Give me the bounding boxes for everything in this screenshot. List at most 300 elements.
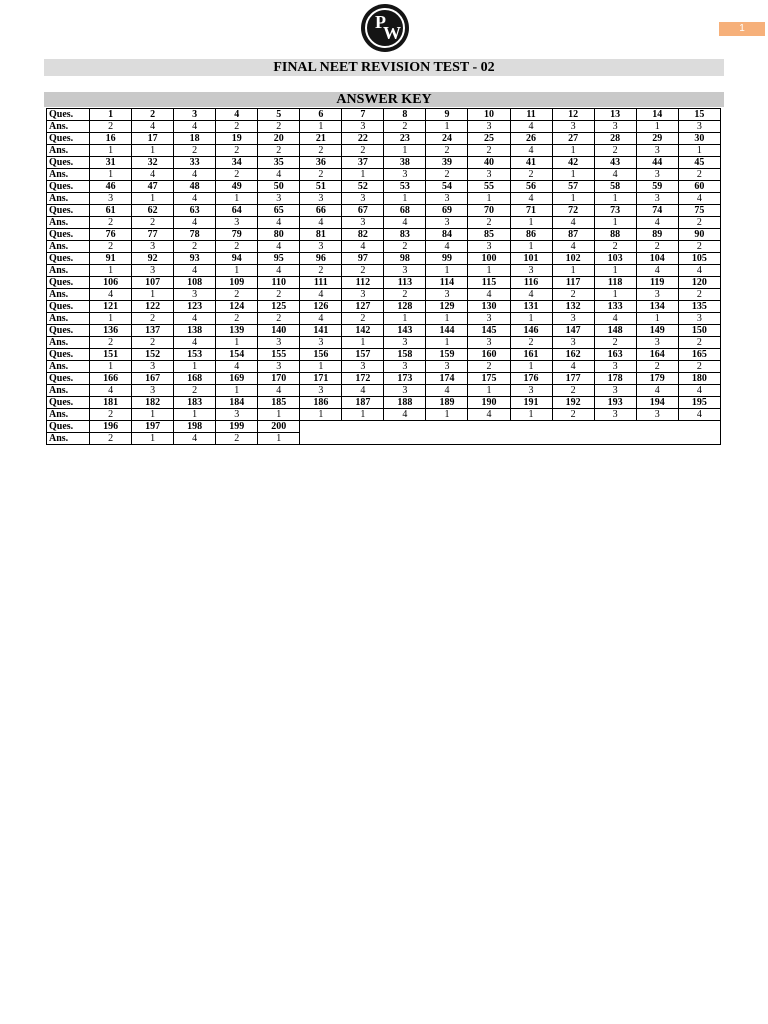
answer-value: 2 [342, 145, 384, 157]
answer-value: 1 [342, 169, 384, 181]
question-number: 137 [132, 325, 174, 337]
question-number: 142 [342, 325, 384, 337]
answer-value: 2 [258, 121, 300, 133]
question-number: 197 [132, 421, 174, 433]
question-row [47, 133, 721, 145]
question-number: 177 [552, 373, 594, 385]
question-number: 75 [678, 205, 720, 217]
question-number: 95 [258, 253, 300, 265]
answer-value: 1 [132, 409, 174, 421]
answer-value: 2 [426, 169, 468, 181]
answer-label: Ans. [47, 145, 90, 157]
question-number: 85 [468, 229, 510, 241]
question-number: 6 [300, 109, 342, 121]
question-number: 78 [174, 229, 216, 241]
question-number: 127 [342, 301, 384, 313]
question-number: 138 [174, 325, 216, 337]
answer-value: 4 [342, 385, 384, 397]
answer-value: 2 [678, 289, 720, 301]
question-number: 149 [636, 325, 678, 337]
answer-value: 2 [678, 241, 720, 253]
answer-value: 1 [426, 265, 468, 277]
question-number: 37 [342, 157, 384, 169]
question-number: 162 [552, 349, 594, 361]
answer-value: 1 [216, 193, 258, 205]
question-label: Ques. [47, 205, 90, 217]
answer-value: 3 [384, 169, 426, 181]
answer-value: 3 [90, 193, 132, 205]
answer-value: 2 [384, 289, 426, 301]
answer-value: 2 [552, 385, 594, 397]
answer-value: 2 [300, 265, 342, 277]
answer-value: 4 [678, 193, 720, 205]
answer-row [47, 313, 721, 325]
question-number: 163 [594, 349, 636, 361]
question-number: 167 [132, 373, 174, 385]
answer-value: 2 [426, 145, 468, 157]
pw-logo [361, 4, 409, 52]
question-number: 146 [510, 325, 552, 337]
answer-row [47, 169, 721, 181]
question-number: 164 [636, 349, 678, 361]
question-number: 194 [636, 397, 678, 409]
question-row [47, 109, 721, 121]
question-number: 139 [216, 325, 258, 337]
question-number: 152 [132, 349, 174, 361]
answer-value: 3 [426, 361, 468, 373]
answer-value: 2 [132, 313, 174, 325]
answer-value: 3 [636, 145, 678, 157]
answer-value: 1 [426, 313, 468, 325]
question-number: 165 [678, 349, 720, 361]
answer-value: 3 [510, 265, 552, 277]
question-number: 92 [132, 253, 174, 265]
answer-value: 2 [258, 145, 300, 157]
question-number: 54 [426, 181, 468, 193]
question-number: 160 [468, 349, 510, 361]
answer-value: 3 [258, 337, 300, 349]
question-number: 144 [426, 325, 468, 337]
question-number: 70 [468, 205, 510, 217]
answer-value: 2 [132, 337, 174, 349]
question-number: 96 [300, 253, 342, 265]
question-number: 87 [552, 229, 594, 241]
question-number: 171 [300, 373, 342, 385]
answer-value: 3 [216, 409, 258, 421]
answer-value: 2 [552, 409, 594, 421]
answer-value: 3 [342, 217, 384, 229]
question-number: 12 [552, 109, 594, 121]
answer-value: 3 [552, 121, 594, 133]
answer-value: 4 [300, 313, 342, 325]
answer-value: 3 [258, 193, 300, 205]
answer-value: 2 [174, 241, 216, 253]
question-number: 94 [216, 253, 258, 265]
question-number: 55 [468, 181, 510, 193]
question-number: 63 [174, 205, 216, 217]
answer-value: 4 [636, 265, 678, 277]
question-number: 183 [174, 397, 216, 409]
question-number: 196 [90, 421, 132, 433]
answer-value: 2 [216, 241, 258, 253]
question-number: 66 [300, 205, 342, 217]
question-number: 26 [510, 133, 552, 145]
answer-value: 3 [636, 169, 678, 181]
question-number: 33 [174, 157, 216, 169]
question-number: 80 [258, 229, 300, 241]
answer-value: 4 [174, 121, 216, 133]
question-number: 189 [426, 397, 468, 409]
question-label: Ques. [47, 397, 90, 409]
answer-value: 2 [90, 241, 132, 253]
answer-value: 2 [90, 337, 132, 349]
question-row [47, 373, 721, 385]
question-number: 112 [342, 277, 384, 289]
question-number: 47 [132, 181, 174, 193]
answer-value: 3 [594, 385, 636, 397]
question-number: 129 [426, 301, 468, 313]
answer-value: 1 [216, 265, 258, 277]
question-number: 98 [384, 253, 426, 265]
answer-label: Ans. [47, 241, 90, 253]
answer-label: Ans. [47, 265, 90, 277]
question-number: 86 [510, 229, 552, 241]
question-number: 107 [132, 277, 174, 289]
question-number: 40 [468, 157, 510, 169]
answer-value: 1 [342, 337, 384, 349]
answer-value: 4 [510, 193, 552, 205]
question-number: 62 [132, 205, 174, 217]
question-number: 20 [258, 133, 300, 145]
answer-row [47, 265, 721, 277]
answer-value: 2 [216, 145, 258, 157]
answer-value: 3 [300, 193, 342, 205]
question-number: 119 [636, 277, 678, 289]
question-number: 89 [636, 229, 678, 241]
answer-value: 4 [426, 241, 468, 253]
answer-value: 3 [636, 289, 678, 301]
question-number: 32 [132, 157, 174, 169]
question-number: 121 [90, 301, 132, 313]
answer-value: 1 [90, 145, 132, 157]
question-number: 28 [594, 133, 636, 145]
question-number: 200 [258, 421, 300, 433]
answer-value: 1 [510, 313, 552, 325]
answer-label: Ans. [47, 169, 90, 181]
answer-value: 1 [300, 121, 342, 133]
answer-value: 4 [678, 409, 720, 421]
question-number: 118 [594, 277, 636, 289]
question-number: 105 [678, 253, 720, 265]
answer-value: 4 [258, 385, 300, 397]
page-number-badge: 1 [719, 22, 765, 36]
answer-value: 4 [174, 193, 216, 205]
question-number: 111 [300, 277, 342, 289]
answer-value: 3 [384, 265, 426, 277]
question-number: 100 [468, 253, 510, 265]
logo-letter-w: W [383, 23, 401, 43]
question-number: 82 [342, 229, 384, 241]
question-number: 13 [594, 109, 636, 121]
question-row [47, 325, 721, 337]
question-number: 59 [636, 181, 678, 193]
answer-value: 4 [90, 385, 132, 397]
question-label: Ques. [47, 373, 90, 385]
question-number: 27 [552, 133, 594, 145]
question-number: 191 [510, 397, 552, 409]
question-number: 84 [426, 229, 468, 241]
answer-value: 3 [594, 361, 636, 373]
question-number: 147 [552, 325, 594, 337]
question-number: 190 [468, 397, 510, 409]
answer-value: 4 [174, 337, 216, 349]
answer-label: Ans. [47, 361, 90, 373]
answer-value: 1 [132, 145, 174, 157]
answer-value: 3 [636, 409, 678, 421]
answer-value: 3 [468, 313, 510, 325]
question-number: 106 [90, 277, 132, 289]
answer-value: 2 [216, 169, 258, 181]
answer-value: 3 [636, 193, 678, 205]
answer-value: 2 [342, 265, 384, 277]
question-number: 122 [132, 301, 174, 313]
answer-value: 1 [552, 145, 594, 157]
answer-value: 2 [636, 361, 678, 373]
question-number: 134 [636, 301, 678, 313]
question-number: 46 [90, 181, 132, 193]
answer-value: 1 [510, 241, 552, 253]
answer-value: 2 [678, 169, 720, 181]
answer-label: Ans. [47, 433, 90, 445]
question-number: 113 [384, 277, 426, 289]
answer-value: 3 [342, 121, 384, 133]
question-number: 39 [426, 157, 468, 169]
question-number: 174 [426, 373, 468, 385]
answer-value: 4 [594, 313, 636, 325]
question-label: Ques. [47, 133, 90, 145]
answer-value: 3 [384, 361, 426, 373]
question-number: 132 [552, 301, 594, 313]
question-number: 69 [426, 205, 468, 217]
answer-value: 1 [342, 409, 384, 421]
question-number: 8 [384, 109, 426, 121]
question-number: 155 [258, 349, 300, 361]
question-number: 151 [90, 349, 132, 361]
question-number: 114 [426, 277, 468, 289]
question-number: 176 [510, 373, 552, 385]
answer-key-heading: ANSWER KEY [44, 92, 724, 107]
answer-value: 1 [552, 265, 594, 277]
question-number: 7 [342, 109, 384, 121]
question-number: 109 [216, 277, 258, 289]
question-number: 3 [174, 109, 216, 121]
question-row [47, 181, 721, 193]
answer-value: 2 [678, 217, 720, 229]
question-number: 14 [636, 109, 678, 121]
question-number: 5 [258, 109, 300, 121]
answer-value: 3 [468, 241, 510, 253]
answer-value: 2 [468, 217, 510, 229]
question-number: 11 [510, 109, 552, 121]
answer-value: 4 [90, 289, 132, 301]
answer-value: 2 [468, 145, 510, 157]
answer-value: 2 [342, 313, 384, 325]
question-number: 16 [90, 133, 132, 145]
answer-label: Ans. [47, 337, 90, 349]
answer-value: 3 [384, 385, 426, 397]
question-number: 51 [300, 181, 342, 193]
answer-value: 1 [594, 193, 636, 205]
question-number: 128 [384, 301, 426, 313]
question-row [47, 421, 721, 433]
answer-label: Ans. [47, 217, 90, 229]
question-number: 181 [90, 397, 132, 409]
answer-value: 4 [594, 169, 636, 181]
answer-value: 1 [552, 169, 594, 181]
answer-value: 1 [132, 289, 174, 301]
question-number: 193 [594, 397, 636, 409]
answer-value: 4 [384, 409, 426, 421]
question-number: 157 [342, 349, 384, 361]
question-number: 64 [216, 205, 258, 217]
answer-label: Ans. [47, 385, 90, 397]
answer-value: 3 [258, 361, 300, 373]
question-number: 71 [510, 205, 552, 217]
answer-value: 1 [90, 169, 132, 181]
answer-value: 3 [216, 217, 258, 229]
answer-label: Ans. [47, 121, 90, 133]
answer-value: 1 [132, 433, 174, 445]
question-number: 187 [342, 397, 384, 409]
question-number: 77 [132, 229, 174, 241]
question-number: 173 [384, 373, 426, 385]
answer-value: 4 [552, 361, 594, 373]
question-row [47, 301, 721, 313]
question-number: 42 [552, 157, 594, 169]
question-number: 135 [678, 301, 720, 313]
question-number: 25 [468, 133, 510, 145]
answer-value: 2 [678, 361, 720, 373]
answer-value: 4 [426, 385, 468, 397]
question-number: 53 [384, 181, 426, 193]
logo-letter-p: P [375, 12, 386, 32]
question-number: 23 [384, 133, 426, 145]
question-label: Ques. [47, 421, 90, 433]
answer-value: 2 [384, 121, 426, 133]
answer-value: 2 [552, 289, 594, 301]
question-number: 73 [594, 205, 636, 217]
question-row [47, 349, 721, 361]
answer-value: 4 [510, 289, 552, 301]
answer-value: 4 [468, 289, 510, 301]
question-number: 29 [636, 133, 678, 145]
answer-value: 1 [468, 193, 510, 205]
answer-row [47, 241, 721, 253]
answer-value: 4 [552, 241, 594, 253]
question-row [47, 397, 721, 409]
question-number: 159 [426, 349, 468, 361]
question-number: 68 [384, 205, 426, 217]
answer-value: 1 [678, 145, 720, 157]
answer-value: 4 [342, 241, 384, 253]
answer-row [47, 361, 721, 373]
answer-row [47, 337, 721, 349]
question-number: 182 [132, 397, 174, 409]
question-number: 110 [258, 277, 300, 289]
question-label: Ques. [47, 157, 90, 169]
question-number: 103 [594, 253, 636, 265]
answer-value: 1 [90, 265, 132, 277]
answer-key-table [46, 108, 721, 445]
answer-value: 1 [90, 313, 132, 325]
question-number: 43 [594, 157, 636, 169]
answer-value: 3 [342, 361, 384, 373]
answer-label: Ans. [47, 409, 90, 421]
question-number: 101 [510, 253, 552, 265]
answer-value: 3 [384, 337, 426, 349]
question-number: 90 [678, 229, 720, 241]
question-number: 125 [258, 301, 300, 313]
answer-value: 1 [300, 409, 342, 421]
answer-value: 2 [174, 385, 216, 397]
question-number: 36 [300, 157, 342, 169]
question-number: 15 [678, 109, 720, 121]
answer-value: 2 [678, 337, 720, 349]
answer-value: 3 [300, 241, 342, 253]
question-row [47, 205, 721, 217]
answer-value: 2 [90, 409, 132, 421]
answer-value: 1 [636, 313, 678, 325]
answer-value: 4 [258, 169, 300, 181]
answer-value: 3 [342, 193, 384, 205]
question-number: 4 [216, 109, 258, 121]
question-number: 148 [594, 325, 636, 337]
answer-value: 1 [174, 361, 216, 373]
answer-value: 4 [258, 217, 300, 229]
answer-row [47, 145, 721, 157]
question-number: 17 [132, 133, 174, 145]
question-number: 133 [594, 301, 636, 313]
answer-value: 2 [300, 169, 342, 181]
question-number: 83 [384, 229, 426, 241]
answer-value: 2 [216, 121, 258, 133]
answer-value: 1 [384, 145, 426, 157]
answer-value: 2 [300, 145, 342, 157]
question-number: 48 [174, 181, 216, 193]
answer-row [47, 217, 721, 229]
answer-row [47, 409, 721, 421]
answer-value: 3 [468, 169, 510, 181]
question-number: 108 [174, 277, 216, 289]
question-number: 19 [216, 133, 258, 145]
answer-value: 1 [132, 193, 174, 205]
question-number: 49 [216, 181, 258, 193]
answer-value: 1 [384, 313, 426, 325]
answer-value: 1 [636, 121, 678, 133]
question-number: 9 [426, 109, 468, 121]
answer-value: 3 [594, 121, 636, 133]
question-label: Ques. [47, 325, 90, 337]
question-number: 141 [300, 325, 342, 337]
answer-value: 4 [258, 241, 300, 253]
answer-value: 4 [636, 385, 678, 397]
answer-value: 1 [594, 265, 636, 277]
question-label: Ques. [47, 181, 90, 193]
answer-value: 3 [636, 337, 678, 349]
answer-value: 1 [216, 385, 258, 397]
answer-label: Ans. [47, 193, 90, 205]
answer-value: 1 [90, 361, 132, 373]
